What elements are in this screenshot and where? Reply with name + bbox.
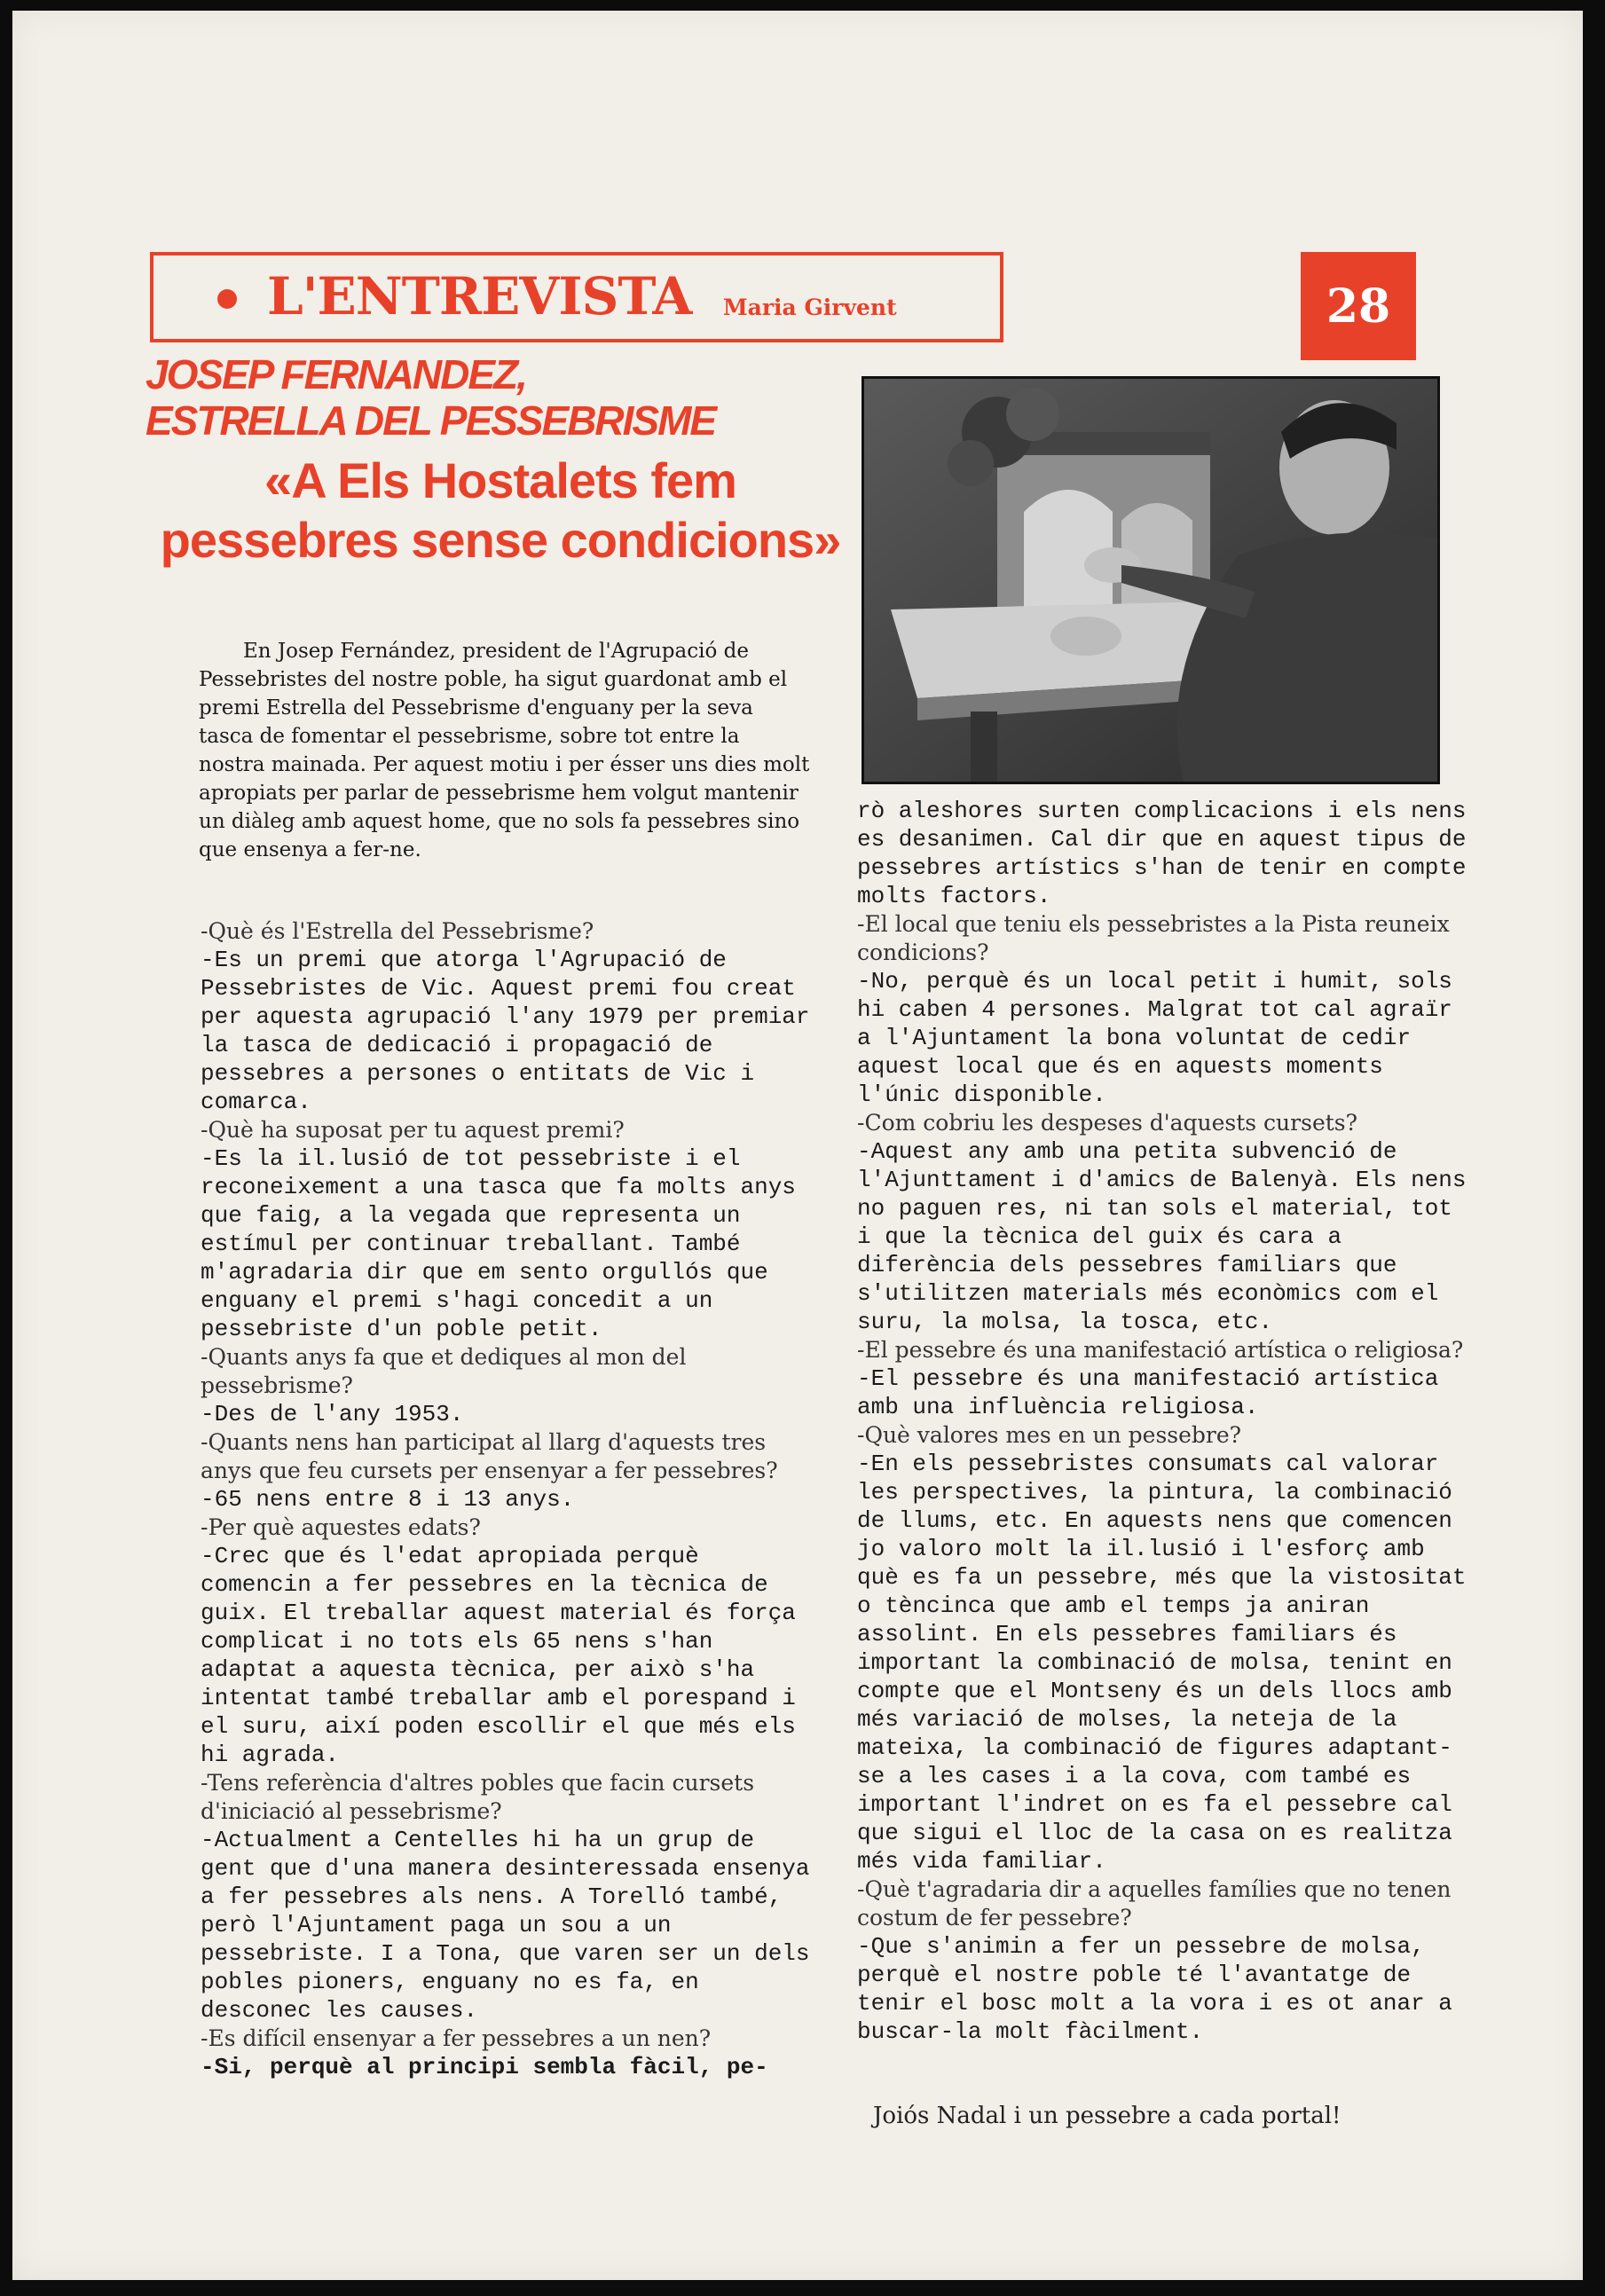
answer: -Des de l'any 1953. — [201, 1401, 464, 1427]
headline: «A Els Hostalets fem pessebres sense condicions» — [160, 452, 841, 568]
answer: -Si, perquè al principi sembla fàcil, pe- — [201, 2054, 768, 2080]
answer: -Crec que és l'edat apropiada perquè comencin a fer pessebres en la tècnica de guix. El treballar aquest material és força complicat i no tots els 65 nens s'han adaptat a aquesta tècnica, per això s'ha intentat també treballar amb el porespand i el suru, així poden escollir el que més els hi agrada. — [201, 1543, 796, 1768]
interview-photo — [862, 376, 1440, 784]
question: -Quants nens han participat al llarg d'aquests tres anys que feu cursets per ensenyar a fer pessebres? — [201, 1429, 778, 1483]
question: -Què ha suposat per tu aquest premi? — [201, 1117, 625, 1143]
question: -El pessebre és una manifestació artística o religiosa? — [857, 1337, 1464, 1363]
kicker-line: JOSEP FERNANDEZ, — [146, 351, 526, 397]
left-column — [201, 917, 822, 2081]
question: -Què és l'Estrella del Pessebrisme? — [201, 918, 594, 944]
answer: -Es la il.lusió de tot pessebriste i el reconeixement a una tasca que fa molts anys que faig, a la vegada que representa un estímul per continuar treballant. També m'agradaria dir que em sento orgullós que enguany el premi s'hagi concedit a un pessebriste d'un poble petit. — [201, 1145, 796, 1342]
bullet-icon — [217, 289, 237, 309]
question: -Es difícil ensenyar a fer pessebres a un nen? — [201, 2025, 712, 2051]
answer: -Actualment a Centelles hi ha un grup de gent que d'una manera desinteressada ensenya a fer pessebres als nens. A Torelló també, però l'Ajuntament paga un sou a un pessebriste. I a Tona, que varen ser un dels pobles pioners, enguany no es fa, en desconec les causes. — [201, 1827, 810, 2024]
question: -Com cobriu les despeses d'aquests cursets? — [857, 1110, 1358, 1136]
question: -Què valores mes en un pessebre? — [857, 1422, 1242, 1448]
magazine-page — [12, 11, 1583, 2280]
question: -Tens referència d'altres pobles que facin cursets d'iniciació al pessebrisme? — [201, 1770, 755, 1824]
answer: -En els pessebristes consumats cal valorar les perspectives, la pintura, la combinació de llums, etc. En aquests nens que comencen jo valoro molt la il.lusió i l'esforç amb què es fa un pessebre, més que la vistositat o tèncinca que amb el temps ja aniran assolint. En els pessebres familiars és important la combinació de molsa, tenint en compte que el Montseny és un dels llocs amb més variació de molses, la neteja de la mateixa, la combinació de figures adaptant-se a les cases i a la cova, com també es important l'indret on es fa el pessebre cal que sigui el lloc de la casa on es realitza més vida familiar. — [857, 1451, 1467, 1875]
answer: -65 nens entre 8 i 13 anys. — [201, 1486, 575, 1513]
section-title: L'ENTREVISTA — [267, 266, 692, 326]
intro-paragraph — [199, 637, 811, 864]
intro-text: En Josep Fernández, president de l'Agrupació de Pessebristes del nostre poble, ha sigut guardonat amb el premi Estrella del Pessebrisme d'enguany per la seva tasca de fomentar el pessebrisme, sobre tot entre la nostra mainada. Per aquest motiu i per ésser uns dies molt apropiats per parlar de pessebrisme hem volgut mantenir un diàleg amb aquest home, que no sols fa pessebres sino que ensenya a fer-ne. — [199, 640, 810, 861]
section-header — [150, 252, 1003, 342]
question: -Quants anys fa que et dediques al mon del pessebrisme? — [201, 1344, 687, 1398]
right-column — [857, 797, 1478, 2046]
kicker — [146, 351, 715, 444]
question: -El local que teniu els pessebristes a la Pista reuneix condicions? — [857, 911, 1450, 965]
kicker-line: ESTRELLA DEL PESSEBRISME — [146, 397, 716, 444]
answer: -Es un premi que atorga l'Agrupació de Pessebristes de Vic. Aquest premi fou creat per aquesta agrupació l'any 1979 per premiar la tasca de dedicació i propagació de pessebres a persones o entitats de Vic i comarca. — [201, 947, 810, 1115]
answer: -Que s'animin a fer un pessebre de molsa, perquè el nostre poble té l'avantatge de tenir el bosc molt a la vora i es ot anar a buscar-la molt fàcilment. — [857, 1933, 1452, 2045]
answer: -El pessebre és una manifestació artística amb una influència religiosa. — [857, 1365, 1439, 1420]
photo-image — [864, 379, 1437, 782]
page-number: 28 — [1301, 252, 1416, 360]
answer: rò aleshores surten complicacions i els nens es desanimen. Cal dir que en aquest tipus de pessebres artístics s'han de tenir en compte molts factors. — [857, 798, 1467, 909]
author-name: Maria Girvent — [723, 295, 897, 320]
question: -Per què aquestes edats? — [201, 1514, 481, 1540]
answer: -Aquest any amb una petita subvenció de l'Ajunttament i d'amics de Balenyà. Els nens no paguen res, ni tan sols el material, tot i que la tècnica del guix és cara a diferència dels pessebres familiars que s'utilitzen materials més econòmics com el suru, la molsa, la tosca, etc. — [857, 1138, 1467, 1335]
answer: -No, perquè és un local petit i humit, sols hi caben 4 persones. Malgrat tot cal agraïr a l'Ajuntament la bona voluntat de cedir aquest local que és en aquests moments l'únic disponible. — [857, 968, 1452, 1108]
question: -Què t'agradaria dir a aquelles famílies que no tenen costum de fer pessebre? — [857, 1876, 1452, 1930]
closing-line: Joiós Nadal i un pessebre a cada portal! — [873, 2103, 1341, 2129]
